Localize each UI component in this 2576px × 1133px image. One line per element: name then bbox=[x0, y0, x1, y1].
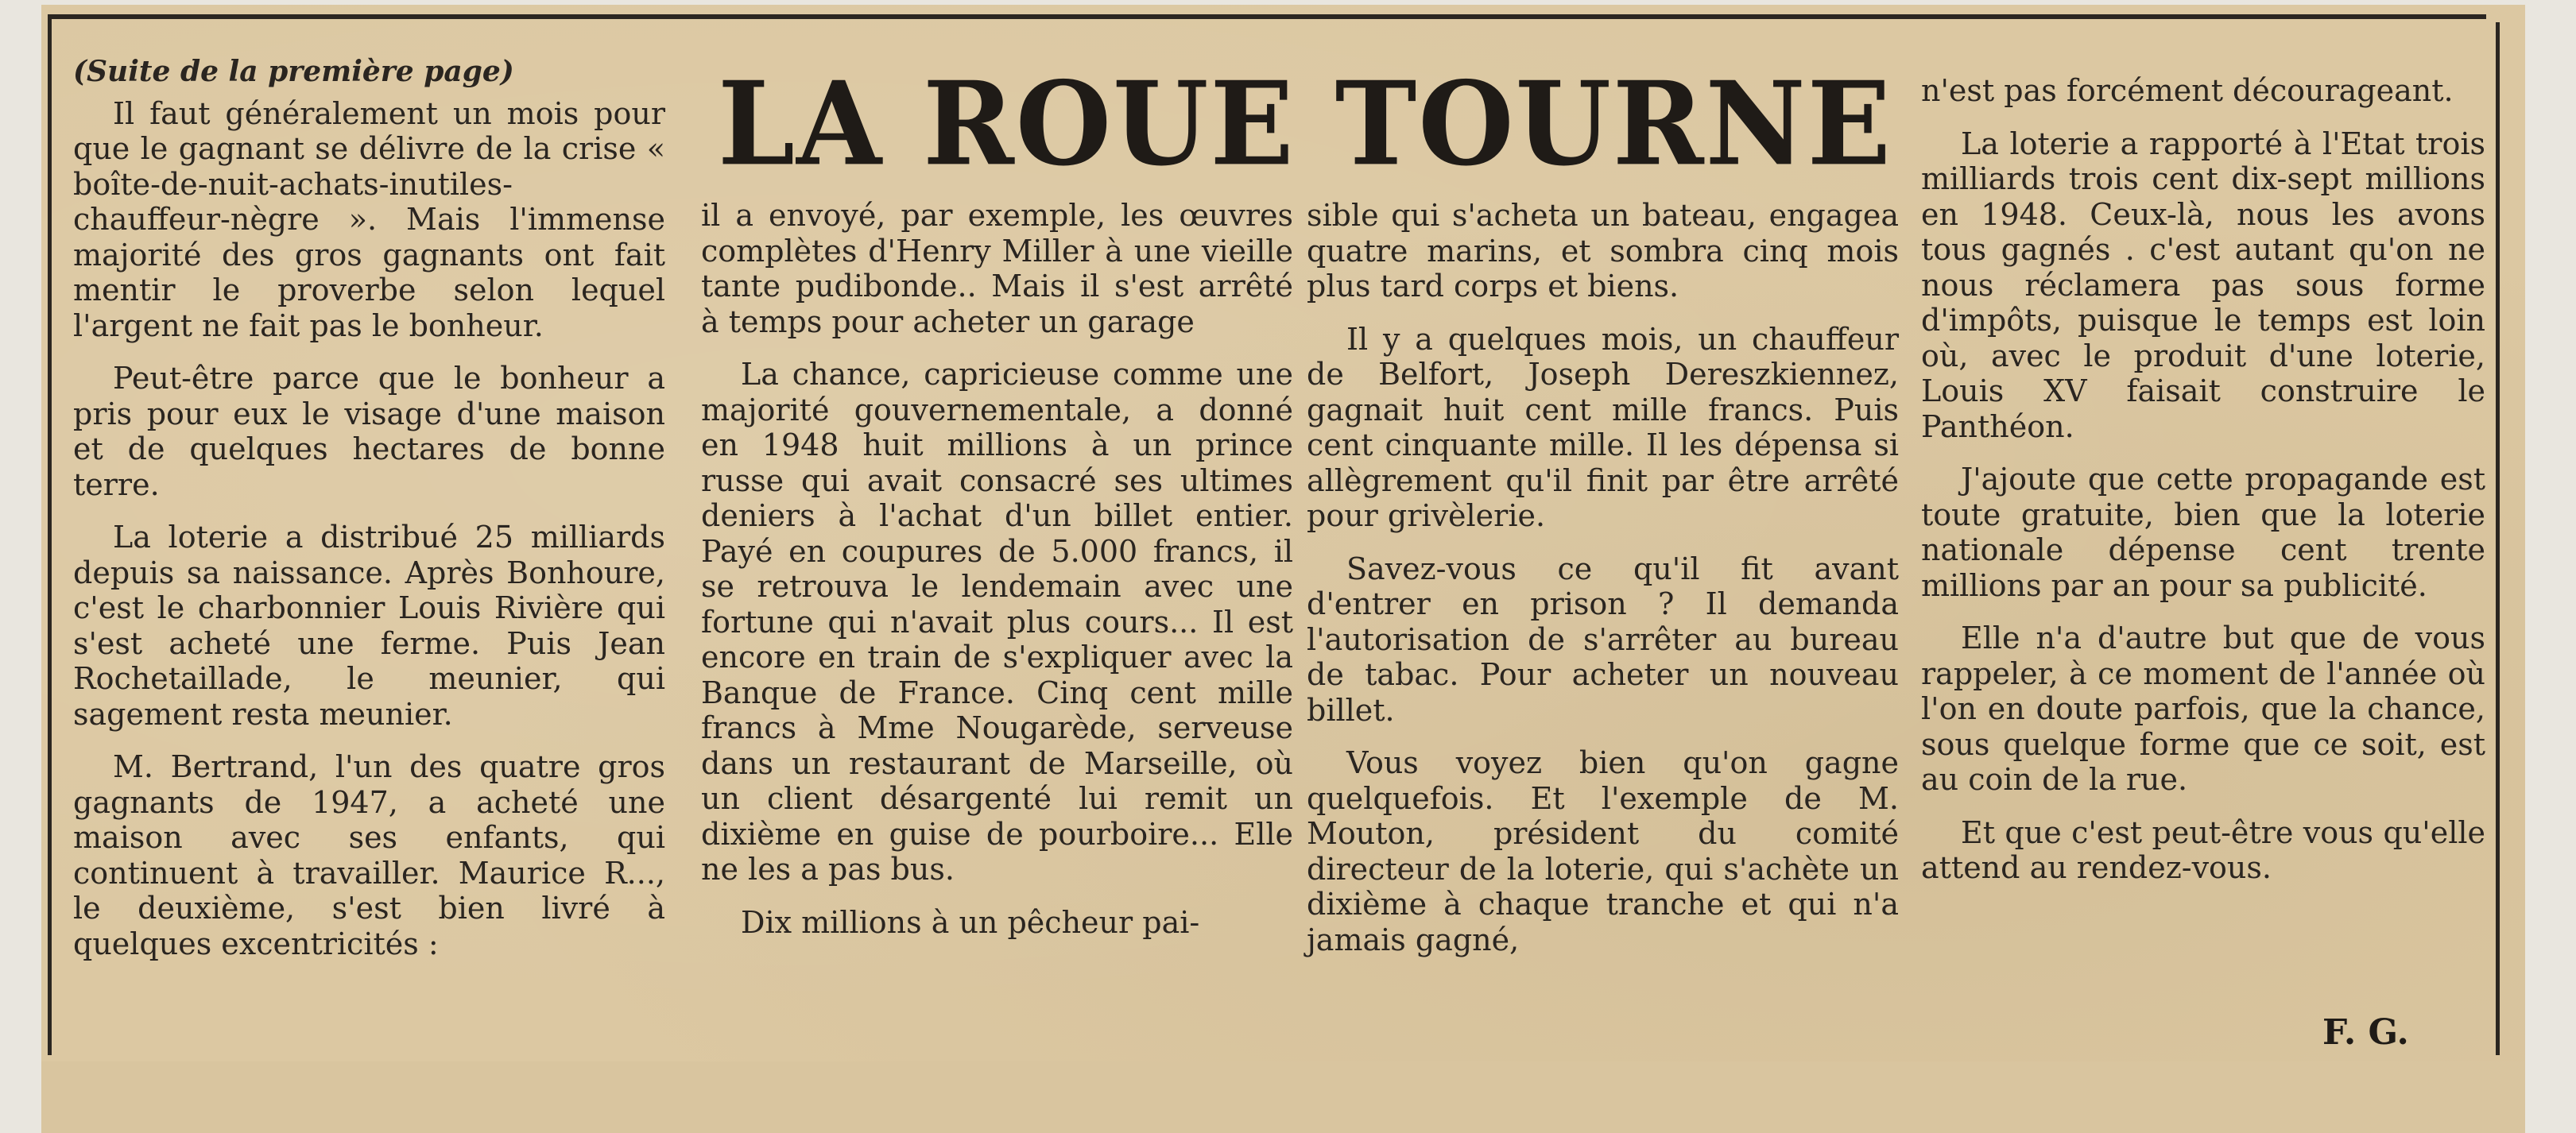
left-rule bbox=[48, 14, 52, 1055]
headline: LA ROUE TOURNE bbox=[718, 55, 1892, 192]
col3-paragraph-4: Vous voyez bien qu'on gagne quelquefois. Et l'exemple de M. Mouton, président du comité directeur de la loterie, qui s'achète un dixième à chaque tranche et qui n'a jamais gagné, bbox=[1307, 745, 1899, 957]
col2-paragraph-2: La chance, capricieuse comme une majorité gouvernementale, a donné en 1948 huit millions à un prince russe qui avait consacré ses ultimes deniers à l'achat d'un billet entier. Payé en coupures de 5.000 francs, il se retrouva le lendemain avec une fortune qui n'avait plus cours... Il est encore en train de s'expliquer avec la Banque de France. Cinq cent mille francs à Mme Nougarède, serveuse dans un restaurant de Marseille, où un client désargenté lui remit un dixième en guise de pourboire... Elle ne les a pas bus. bbox=[701, 357, 1293, 887]
column-2 bbox=[701, 198, 1293, 957]
top-rule bbox=[48, 14, 2486, 19]
col2-paragraph-1: il a envoyé, par exemple, les œuvres complètes d'Henry Miller à une vieille tante pudibonde.. Mais il s'est arrêté à temps pour acheter un garage bbox=[701, 198, 1293, 339]
col3-paragraph-3: Savez-vous ce qu'il fit avant d'entrer en prison ? Il demanda l'autorisation de s'arrêter au bureau de tabac. Pour acheter un nouveau billet. bbox=[1307, 551, 1899, 728]
col4-paragraph-1: n'est pas forcément décourageant. bbox=[1921, 73, 2454, 108]
column-4 bbox=[1921, 73, 2485, 903]
col4-paragraph-4: Elle n'a d'autre but que de vous rappeler, à ce moment de l'année où l'on en doute parfois, que la chance, sous quelque forme que ce soit, est au coin de la rue. bbox=[1921, 621, 2485, 797]
col1-paragraph-2: Peut-être parce que le bonheur a pris pour eux le visage d'une maison et de quelques hectares de bonne terre. bbox=[73, 361, 665, 502]
author-signature: F. G. bbox=[2322, 1012, 2409, 1053]
col1-paragraph-1: Il faut généralement un mois pour que le gagnant se délivre de la crise « boîte-de-nuit-achats-inutiles-chauffeur-nègre ». Mais l'immense majorité des gros gagnants ont fait mentir le proverbe selon lequel l'argent ne fait pas le bonheur. bbox=[73, 95, 665, 343]
col1-paragraph-3: La loterie a distribué 25 milliards depuis sa naissance. Après Bonhoure, c'est le charbonnier Louis Rivière qui s'est acheté une ferme. Puis Jean Rochetaillade, le meunier, qui sagement resta meunier. bbox=[73, 520, 665, 732]
right-rule bbox=[2496, 22, 2500, 1055]
col3-paragraph-1: sible qui s'acheta un bateau, engagea quatre marins, et sombra cinq mois plus tard corps et biens. bbox=[1307, 198, 1899, 304]
col4-paragraph-3: J'ajoute que cette propagande est toute gratuite, bien que la loterie nationale dépense cent trente millions par an pour sa publicité. bbox=[1921, 462, 2485, 603]
continued-from-note: (Suite de la première page) bbox=[73, 55, 514, 88]
paper-margin bbox=[41, 1061, 2525, 1133]
column-3 bbox=[1307, 198, 1899, 975]
newspaper-clipping bbox=[41, 5, 2525, 1132]
col2-paragraph-3: Dix millions à un pêcheur pai- bbox=[741, 904, 1200, 940]
col3-paragraph-2: Il y a quelques mois, un chauffeur de Belfort, Joseph Dereszkiennez, gagnait huit cent mille francs. Puis cent cinquante mille. Il les dépensa si allègrement qu'il finit par être arrêté pour grivèlerie. bbox=[1307, 321, 1899, 533]
col4-paragraph-2: La loterie a rapporté à l'Etat trois milliards trois cent dix-sept millions en 1948. Ceux-là, nous les avons tous gagnés . c'est autant qu'on ne nous réclamera pas sous forme d'impôts, puisque le temps est loin où, avec le produit d'une loterie, Louis XV faisait construire le Panthéon. bbox=[1921, 126, 2485, 444]
column-1 bbox=[73, 54, 665, 979]
col1-paragraph-4: M. Bertrand, l'un des quatre gros gagnants de 1947, a acheté une maison avec ses enfants, qui continuent à travailler. Maurice R..., le deuxième, s'est bien livré à quelques excentricités : bbox=[73, 749, 665, 961]
col4-paragraph-5: Et que c'est peut-être vous qu'elle attend au rendez-vous. bbox=[1921, 814, 2485, 885]
